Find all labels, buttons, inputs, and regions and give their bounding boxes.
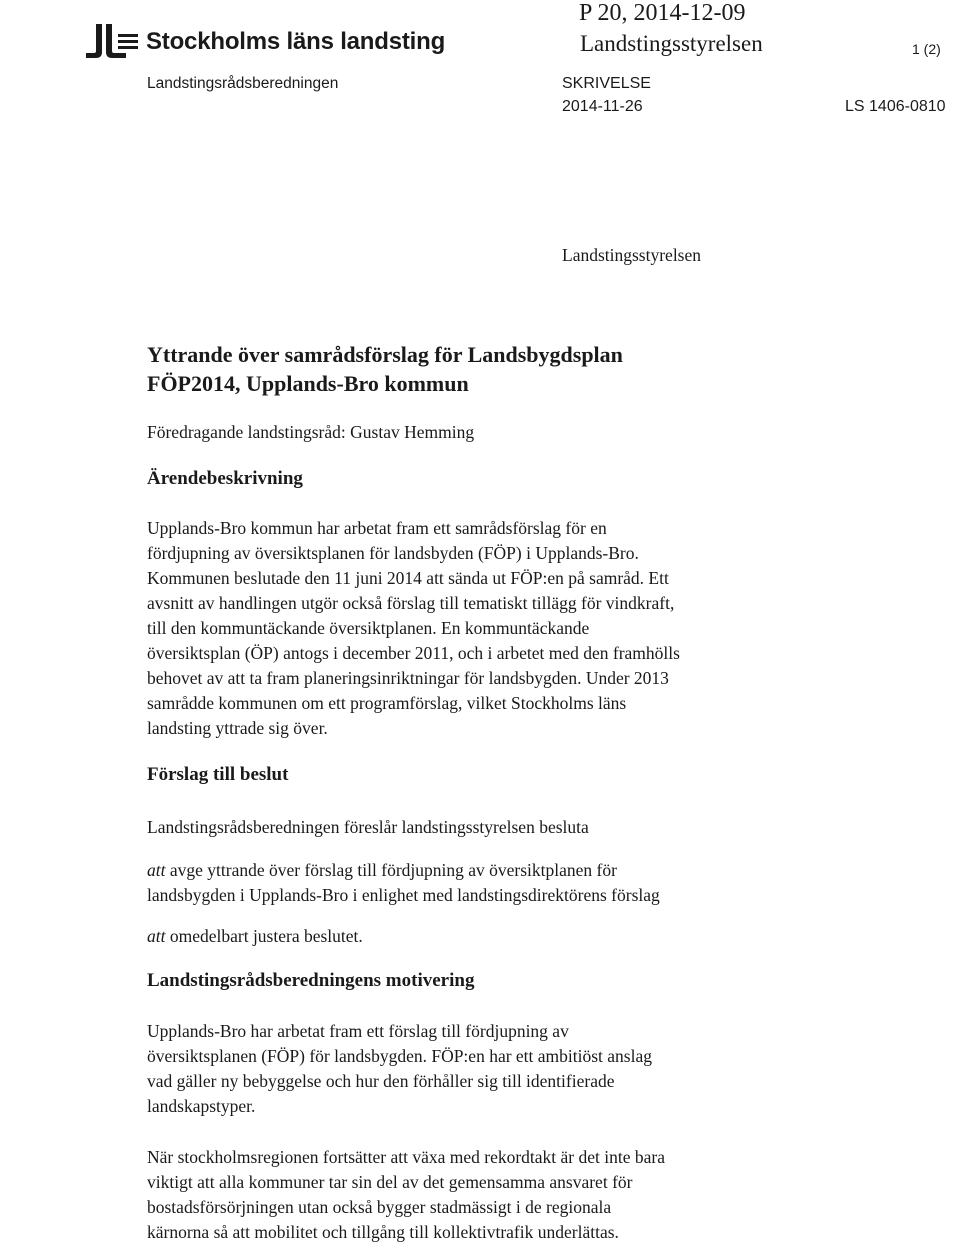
motivation-paragraph-1 (147, 1019, 652, 1119)
att-word: att (147, 926, 166, 946)
recipient: Landstingsstyrelsen (562, 245, 702, 265)
proposal-item-2 (147, 924, 363, 949)
paragraph-line: till den kommuntäckande översiktplanen. En kommuntäckande (147, 618, 590, 638)
paragraph-line: samrådde kommunen om ett programförslag, vilket Stockholms läns (147, 693, 627, 713)
paragraph-line: landskapstyper. (147, 1096, 256, 1116)
paragraph-line: översiktsplan (ÖP) antogs i december 2011, och i arbetet med den framhölls (147, 643, 680, 663)
document-date: 2014-11-26 (562, 98, 643, 115)
title-line: Yttrande över samrådsförslag för Landsbygdsplan (147, 342, 623, 367)
paragraph-line: viktigt att alla kommuner tar sin del av det gemensamma ansvaret för (147, 1172, 633, 1192)
proposal-intro: Landstingsrådsberedningen föreslår landstingsstyrelsen besluta (147, 817, 589, 837)
section-heading-description: Ärendebeskrivning (147, 468, 303, 489)
sll-logo-icon (82, 22, 146, 62)
paragraph-line: kärnorna så att mobilitet och tillgång till kollektivtrafik underlättas. (147, 1222, 619, 1242)
organization-name: Stockholms läns landsting (146, 28, 446, 55)
paragraph-line: landsting yttrade sig över. (147, 718, 328, 738)
board-name: Landstingsstyrelsen (580, 31, 763, 56)
diary-number: LS 1406-0810 (845, 98, 946, 115)
proposal-item-1 (147, 858, 660, 908)
paragraph-line (147, 858, 660, 883)
section-heading-motivation: Landstingsrådsberedningens motivering (147, 970, 475, 991)
paragraph-line: fördjupning av översiktsplanen för landsbyden (FÖP) i Upplands-Bro. (147, 543, 639, 563)
title-line: FÖP2014, Upplands-Bro kommun (147, 371, 469, 396)
paragraph-line: Kommunen beslutade den 11 juni 2014 att sända ut FÖP:en på samråd. Ett (147, 568, 669, 588)
paragraph-line: landsbygden i Upplands-Bro i enlighet med landstingsdirektörens förslag (147, 885, 660, 905)
section-heading-proposal: Förslag till beslut (147, 764, 289, 785)
item-text: omedelbart justera beslutet. (165, 926, 363, 946)
paragraph-line: Upplands-Bro kommun har arbetat fram ett samrådsförslag för en (147, 518, 607, 538)
item-text: avge yttrande över förslag till fördjupning av översiktplanen för (165, 860, 617, 880)
paragraph-line: vad gäller ny bebyggelse och hur den förhåller sig till identifierade (147, 1071, 615, 1091)
description-paragraph (147, 516, 680, 741)
document-title (147, 340, 623, 398)
paragraph-line: Upplands-Bro har arbetat fram ett förslag till fördjupning av (147, 1021, 569, 1041)
att-word: att (147, 860, 166, 880)
paragraph-line: översiktsplanen (FÖP) för landsbygden. FÖP:en har ett ambitiöst anslag (147, 1046, 652, 1066)
page-number: 1 (2) (912, 41, 941, 57)
department-name: Landstingsrådsberedningen (147, 75, 339, 92)
presenter-line: Föredragande landstingsråd: Gustav Hemming (147, 422, 475, 442)
paragraph-line (147, 924, 363, 949)
paragraph-line: När stockholmsregionen fortsätter att växa med rekordtakt är det inte bara (147, 1147, 665, 1167)
motivation-paragraph-2 (147, 1145, 665, 1245)
paragraph-line: avsnitt av handlingen utgör också förslag till tematiskt tillägg för vindkraft, (147, 593, 675, 613)
case-number: P 20, 2014-12-09 (579, 0, 746, 26)
paragraph-line: behovet av att ta fram planeringsinriktningar för landsbygden. Under 2013 (147, 668, 669, 688)
document-type: SKRIVELSE (562, 75, 651, 92)
paragraph-line: bostadsförsörjningen utan också bygger stadmässigt i de regionala (147, 1197, 612, 1217)
